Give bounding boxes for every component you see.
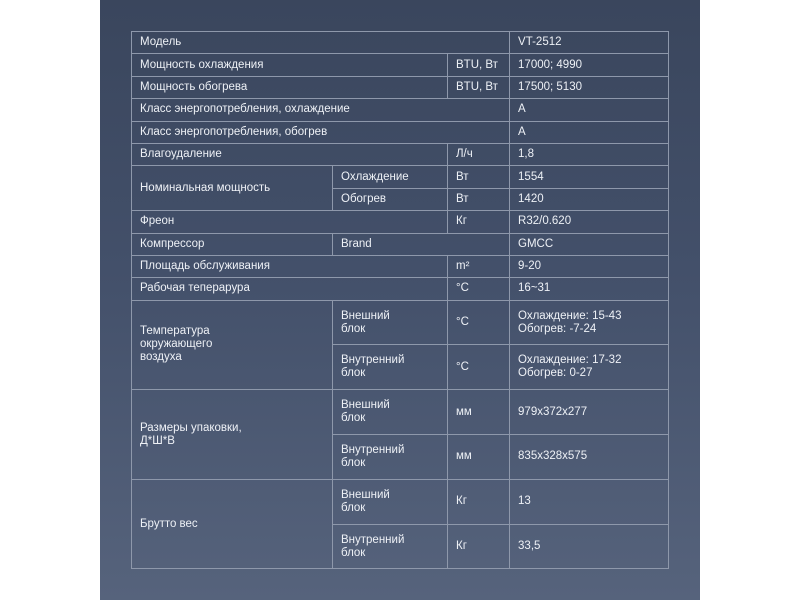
package-indoor-label: Внутренний блок bbox=[333, 435, 448, 480]
nominal-power-label: Номинальная мощность bbox=[132, 166, 333, 211]
row-working-temp bbox=[132, 278, 669, 300]
cooling-power-label: Мощность охлаждения bbox=[132, 54, 448, 76]
ambient-outdoor-unit: °C bbox=[448, 300, 510, 345]
weight-outdoor-unit: Кг bbox=[448, 479, 510, 524]
heating-power-unit: BTU, Вт bbox=[448, 76, 510, 98]
nominal-heating-unit: Вт bbox=[448, 188, 510, 210]
freon-label: Фреон bbox=[132, 211, 448, 233]
heating-power-value: 17500; 5130 bbox=[510, 76, 669, 98]
row-energy-class-heating bbox=[132, 121, 669, 143]
dehumidification-label: Влагоудаление bbox=[132, 143, 448, 165]
row-gross-weight-outdoor bbox=[132, 479, 669, 524]
ambient-outdoor-value: Охлаждение: 15-43 Обогрев: -7-24 bbox=[510, 300, 669, 345]
row-ambient-temp-outdoor bbox=[132, 300, 669, 345]
energy-class-heating-value: A bbox=[510, 121, 669, 143]
compressor-sub: Brand bbox=[333, 233, 510, 255]
package-outdoor-value: 979x372x277 bbox=[510, 390, 669, 435]
freon-value: R32/0.620 bbox=[510, 211, 669, 233]
working-temp-label: Рабочая теперарура bbox=[132, 278, 448, 300]
working-temp-unit: °C bbox=[448, 278, 510, 300]
ambient-outdoor-label: Внешний блок bbox=[333, 300, 448, 345]
package-indoor-unit: мм bbox=[448, 435, 510, 480]
package-outdoor-unit: мм bbox=[448, 390, 510, 435]
freon-unit: Кг bbox=[448, 211, 510, 233]
nominal-heating-value: 1420 bbox=[510, 188, 669, 210]
row-nominal-power-cooling bbox=[132, 166, 669, 188]
row-compressor bbox=[132, 233, 669, 255]
cooling-power-value: 17000; 4990 bbox=[510, 54, 669, 76]
working-temp-value: 16~31 bbox=[510, 278, 669, 300]
row-energy-class-cooling bbox=[132, 99, 669, 121]
service-area-unit: m² bbox=[448, 255, 510, 277]
package-size-label: Размеры упаковки, Д*Ш*В bbox=[132, 390, 333, 480]
row-dehumidification bbox=[132, 143, 669, 165]
row-model bbox=[132, 32, 669, 54]
row-cooling-power bbox=[132, 54, 669, 76]
spec-table bbox=[131, 31, 669, 569]
weight-indoor-unit: Кг bbox=[448, 524, 510, 569]
row-heating-power bbox=[132, 76, 669, 98]
energy-class-cooling-label: Класс энергопотребления, охлаждение bbox=[132, 99, 510, 121]
nominal-cooling-label: Охлаждение bbox=[333, 166, 448, 188]
weight-outdoor-value: 13 bbox=[510, 479, 669, 524]
compressor-label: Компрессор bbox=[132, 233, 333, 255]
dehumidification-unit: Л/ч bbox=[448, 143, 510, 165]
energy-class-heating-label: Класс энергопотребления, обогрев bbox=[132, 121, 510, 143]
nominal-cooling-value: 1554 bbox=[510, 166, 669, 188]
dehumidification-value: 1,8 bbox=[510, 143, 669, 165]
service-area-label: Площадь обслуживания bbox=[132, 255, 448, 277]
package-outdoor-label: Внешний блок bbox=[333, 390, 448, 435]
ambient-indoor-unit: °C bbox=[448, 345, 510, 390]
weight-outdoor-label: Внешний блок bbox=[333, 479, 448, 524]
ambient-temp-label: Температура окружающего воздуха bbox=[132, 300, 333, 390]
ambient-indoor-value: Охлаждение: 17-32 Обогрев: 0-27 bbox=[510, 345, 669, 390]
weight-indoor-label: Внутренний блок bbox=[333, 524, 448, 569]
row-freon bbox=[132, 211, 669, 233]
energy-class-cooling-value: A bbox=[510, 99, 669, 121]
ambient-indoor-label: Внутренний блок bbox=[333, 345, 448, 390]
spec-panel bbox=[100, 0, 700, 600]
nominal-cooling-unit: Вт bbox=[448, 166, 510, 188]
gross-weight-label: Брутто вес bbox=[132, 479, 333, 569]
heating-power-label: Мощность обогрева bbox=[132, 76, 448, 98]
compressor-value: GMCC bbox=[510, 233, 669, 255]
service-area-value: 9-20 bbox=[510, 255, 669, 277]
model-value: VT-2512 bbox=[510, 32, 669, 54]
row-service-area bbox=[132, 255, 669, 277]
weight-indoor-value: 33,5 bbox=[510, 524, 669, 569]
model-label: Модель bbox=[132, 32, 510, 54]
row-package-size-outdoor bbox=[132, 390, 669, 435]
cooling-power-unit: BTU, Вт bbox=[448, 54, 510, 76]
package-indoor-value: 835x328x575 bbox=[510, 435, 669, 480]
nominal-heating-label: Обогрев bbox=[333, 188, 448, 210]
